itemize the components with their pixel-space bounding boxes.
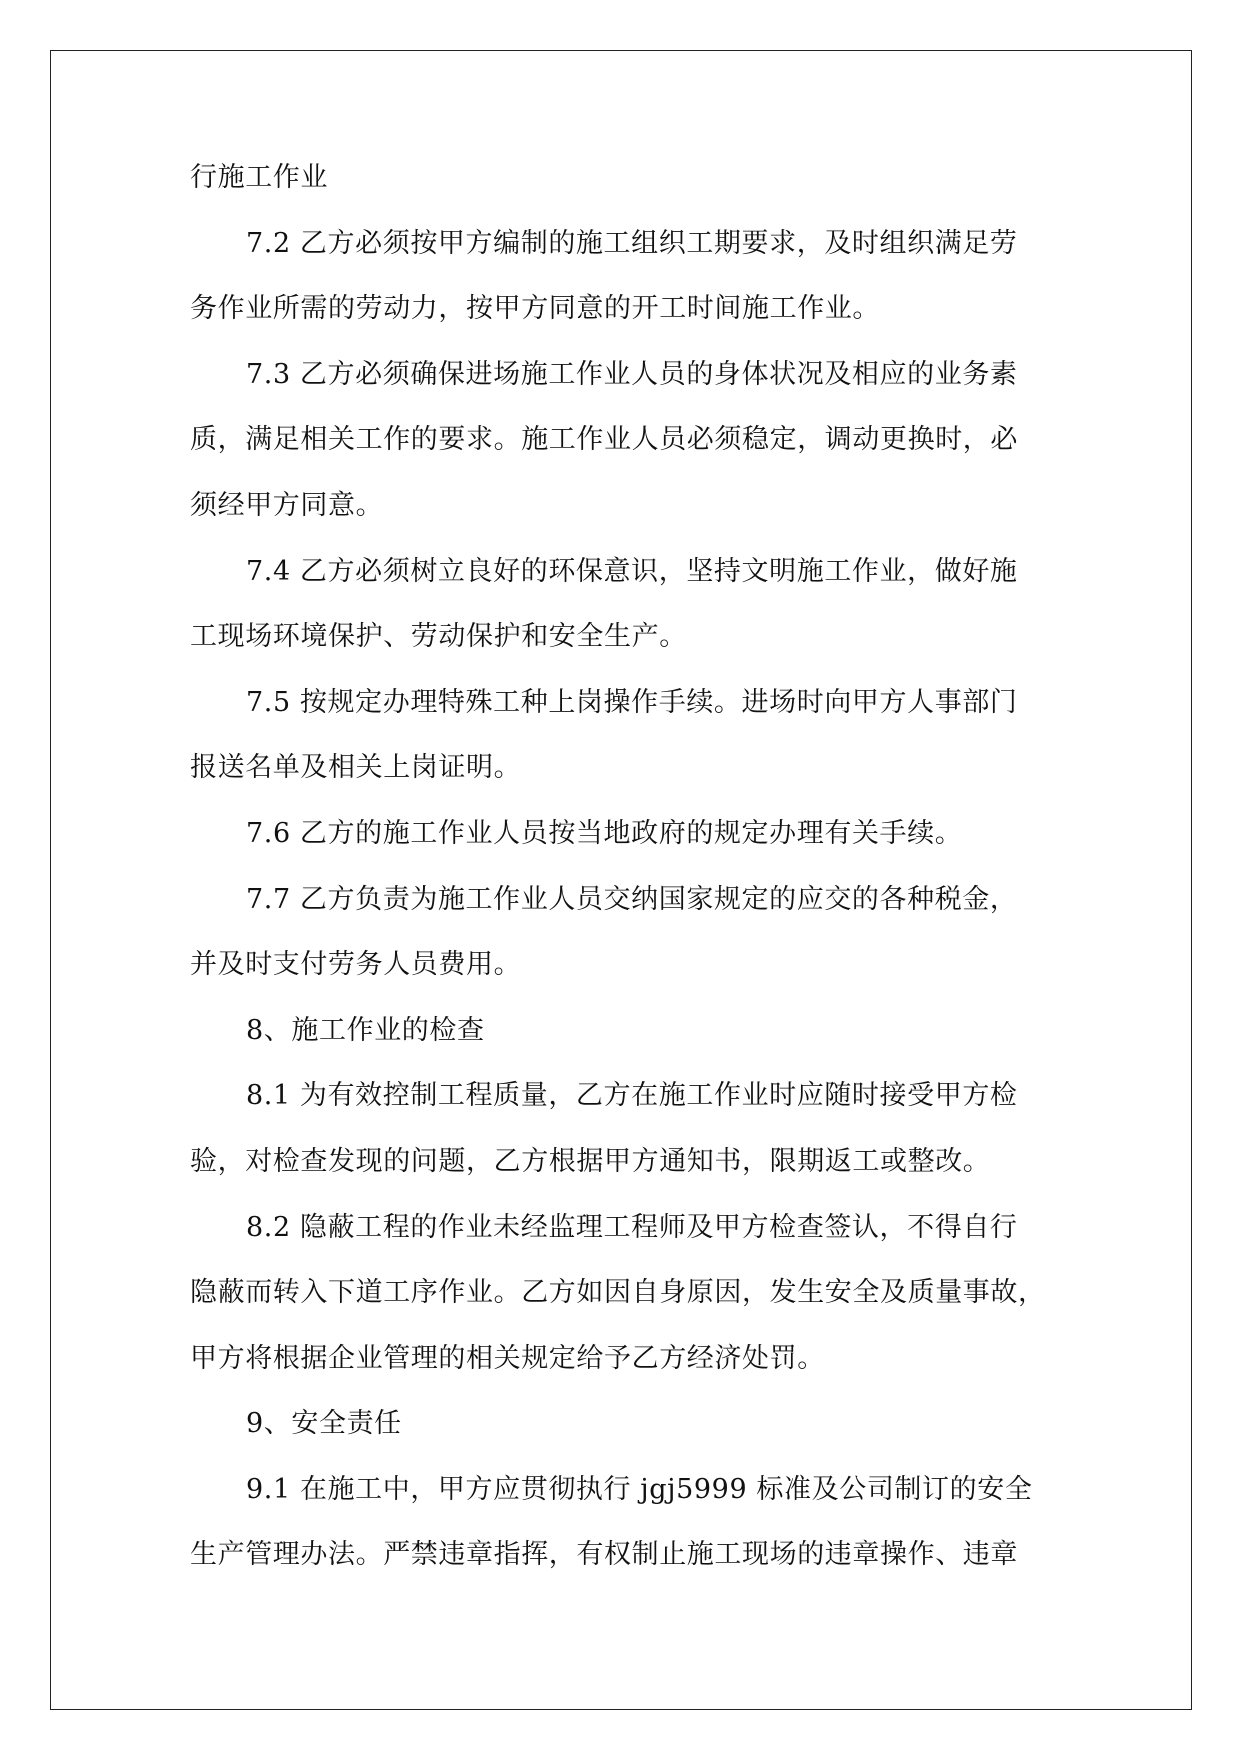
text-line-18: 隐蔽而转入下道工序作业。乙方如因自身原因，发生安全及质量事故，	[190, 1277, 1046, 1309]
text-line-19: 甲方将根据企业管理的相关规定给予乙方经济处罚。	[190, 1342, 825, 1374]
clause-7-7: 7.7 乙方负责为施工作业人员交纳国家规定的应交的各种税金，	[246, 883, 1018, 915]
section-heading-8: 8、施工作业的检查	[246, 1014, 485, 1046]
text-line-16: 验，对检查发现的问题，乙方根据甲方通知书，限期返工或整改。	[190, 1145, 991, 1177]
document-body	[190, 160, 1060, 1603]
clause-9-1: 9.1 在施工中，甲方应贯彻执行 jgj5999 标准及公司制订的安全	[246, 1473, 1033, 1505]
clause-7-5: 7.5 按规定办理特殊工种上岗操作手续。进场时向甲方人事部门	[246, 686, 1018, 718]
clause-7-4: 7.4 乙方必须树立良好的环保意识，坚持文明施工作业，做好施	[246, 555, 1018, 587]
text-line-13: 并及时支付劳务人员费用。	[190, 949, 522, 981]
clause-7-6: 7.6 乙方的施工作业人员按当地政府的规定办理有关手续。	[246, 817, 963, 849]
text-line-5: 质，满足相关工作的要求。施工作业人员必须稳定，调动更换时，必	[190, 424, 1018, 456]
clause-7-2: 7.2 乙方必须按甲方编制的施工组织工期要求，及时组织满足劳	[246, 227, 1018, 259]
text-line-3: 务作业所需的劳动力，按甲方同意的开工时间施工作业。	[190, 293, 880, 325]
section-heading-9: 9、安全责任	[246, 1408, 402, 1440]
text-line-10: 报送名单及相关上岗证明。	[190, 752, 522, 784]
text-line-8: 工现场环境保护、劳动保护和安全生产。	[190, 621, 687, 653]
text-line-6: 须经甲方同意。	[190, 489, 384, 521]
text-line-1: 行施工作业	[190, 162, 328, 193]
clause-8-2: 8.2 隐蔽工程的作业未经监理工程师及甲方检查签认，不得自行	[246, 1211, 1018, 1243]
clause-8-1: 8.1 为有效控制工程质量，乙方在施工作业时应随时接受甲方检	[246, 1080, 1018, 1112]
text-line-22: 生产管理办法。严禁违章指挥，有权制止施工现场的违章操作、违章	[190, 1539, 1018, 1571]
clause-7-3: 7.3 乙方必须确保进场施工作业人员的身体状况及相应的业务素	[246, 358, 1018, 390]
